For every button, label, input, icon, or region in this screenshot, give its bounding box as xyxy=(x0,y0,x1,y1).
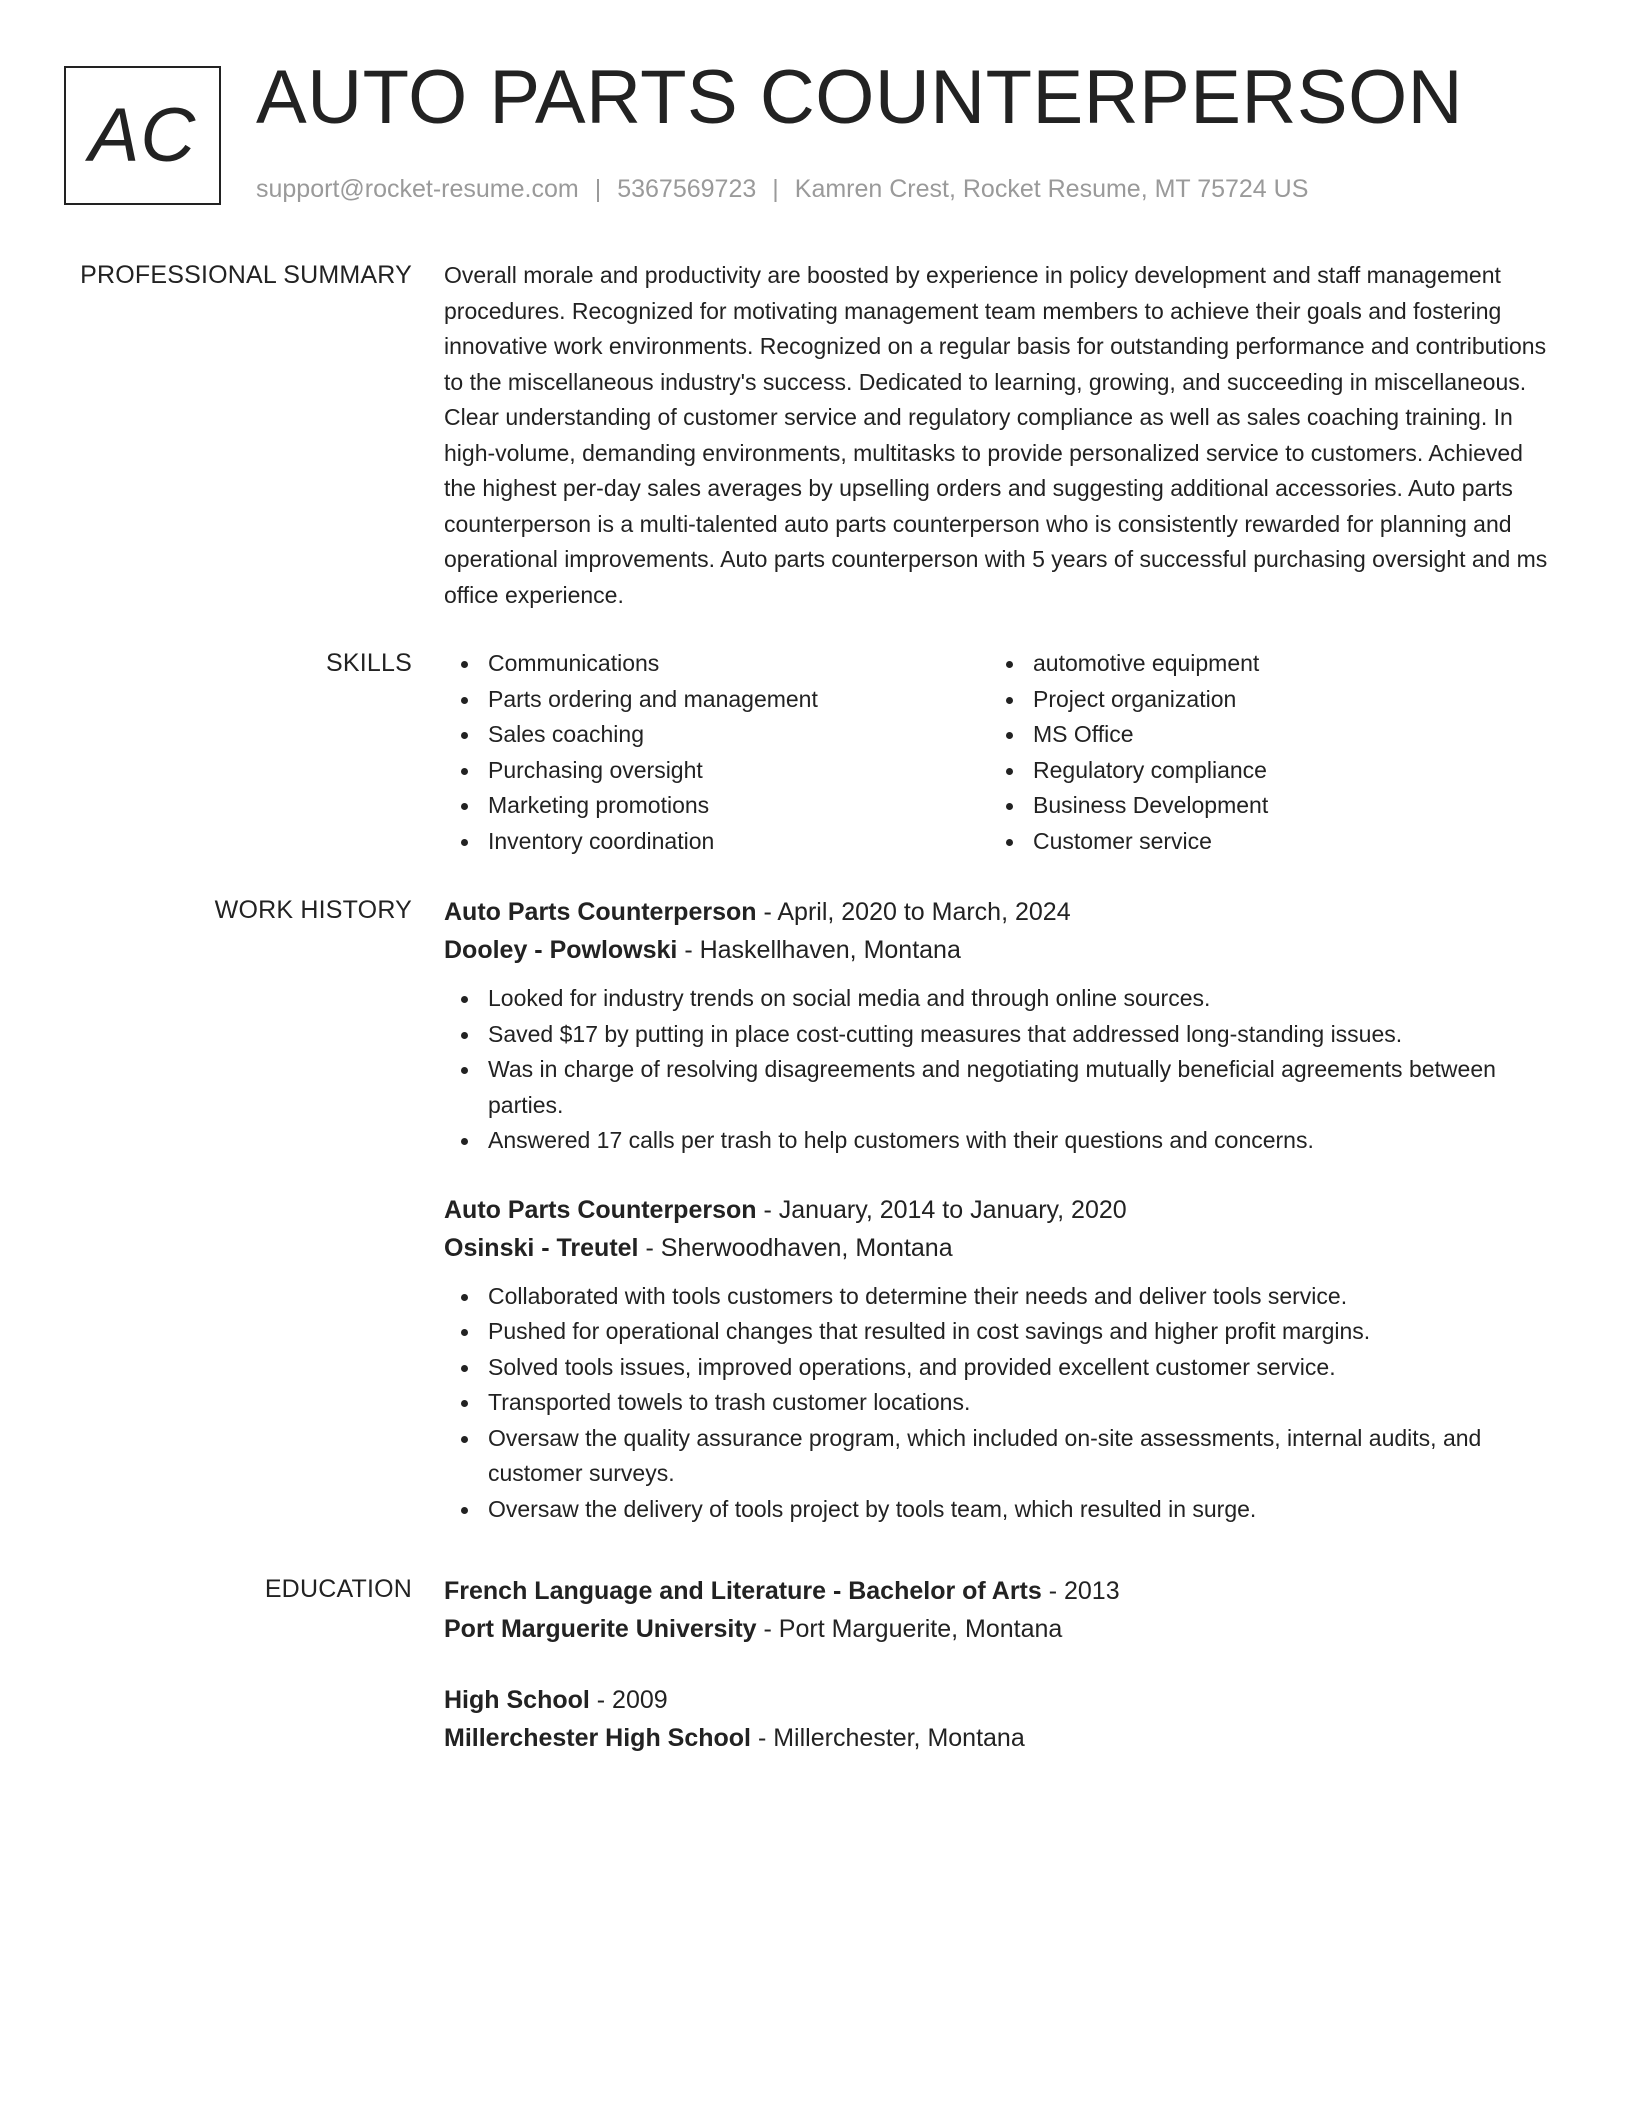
section-heading: SKILLS xyxy=(326,649,412,677)
contact-email: support@rocket-resume.com xyxy=(256,175,579,203)
section-heading: EDUCATION xyxy=(264,1575,412,1603)
education-year: - 2013 xyxy=(1041,1577,1120,1605)
job-bullet: Saved $17 by putting in place cost-cutting measures that addressed long-standing issues. xyxy=(444,1017,1554,1053)
skills-column-right xyxy=(989,646,1534,859)
job-title-line xyxy=(444,1191,1554,1229)
skill-item: MS Office xyxy=(989,717,1534,753)
education-location: - Millerchester, Montana xyxy=(751,1724,1025,1752)
education-year: - 2009 xyxy=(589,1686,668,1714)
job-dates: - January, 2014 to January, 2020 xyxy=(756,1195,1127,1224)
initials-text: AC xyxy=(88,92,197,178)
job-company-line xyxy=(444,931,1554,969)
education-body xyxy=(444,1572,1554,1757)
skill-item: Communications xyxy=(444,646,989,682)
summary-body xyxy=(444,258,1554,613)
skill-item: Marketing promotions xyxy=(444,788,989,824)
education-school-line xyxy=(444,1719,1554,1757)
job-bullet: Oversaw the delivery of tools project by tools team, which resulted in surge. xyxy=(444,1492,1554,1528)
skill-item: Customer service xyxy=(989,824,1534,860)
contact-separator: | xyxy=(772,175,779,203)
job-bullet: Transported towels to trash customer locations. xyxy=(444,1385,1554,1421)
section-heading: PROFESSIONAL SUMMARY xyxy=(80,261,412,289)
education-school: Port Marguerite University xyxy=(444,1615,757,1643)
job-bullet: Was in charge of resolving disagreements and negotiating mutually beneficial agreements between parties. xyxy=(444,1052,1554,1123)
candidate-title: AUTO PARTS COUNTERPERSON xyxy=(256,55,1464,140)
job-entry xyxy=(444,1191,1554,1528)
job-title-line xyxy=(444,893,1554,931)
job-bullet: Collaborated with tools customers to determine their needs and deliver tools service. xyxy=(444,1279,1554,1315)
skill-item: Purchasing oversight xyxy=(444,753,989,789)
job-bullet: Solved tools issues, improved operations, and provided excellent customer service. xyxy=(444,1350,1554,1386)
job-dates: - April, 2020 to March, 2024 xyxy=(756,898,1071,926)
work-history-body xyxy=(444,893,1554,1527)
job-bullets xyxy=(444,1279,1554,1528)
skill-item: Project organization xyxy=(989,682,1534,718)
education-entry xyxy=(444,1681,1554,1757)
job-bullets xyxy=(444,981,1554,1159)
education-degree-line xyxy=(444,1572,1554,1610)
job-bullet: Answered 17 calls per trash to help customers with their questions and concerns. xyxy=(444,1123,1554,1159)
skill-item: Inventory coordination xyxy=(444,824,989,860)
job-bullet: Pushed for operational changes that resulted in cost savings and higher profit margins. xyxy=(444,1314,1554,1350)
education-degree: French Language and Literature - Bachelor of Arts xyxy=(444,1577,1042,1605)
job-title: Auto Parts Counterperson xyxy=(444,1195,757,1224)
job-title: Auto Parts Counterperson xyxy=(444,898,757,926)
skills-column-left xyxy=(444,646,989,859)
job-company: Osinski - Treutel xyxy=(444,1233,639,1262)
skill-item: Regulatory compliance xyxy=(989,753,1534,789)
skill-item: Business Development xyxy=(989,788,1534,824)
skill-item: Sales coaching xyxy=(444,717,989,753)
contact-phone: 5367569723 xyxy=(617,175,757,203)
skill-item: Parts ordering and management xyxy=(444,682,989,718)
education-degree-line xyxy=(444,1681,1554,1719)
education-school-line xyxy=(444,1610,1554,1648)
contact-separator: | xyxy=(594,175,602,203)
summary-text: Overall morale and productivity are boosted by experience in policy development and staff management procedures. Recognized for motivating management team members to achieve their goals and fostering innovative work environments. Recognized on a regular basis for outstanding performance and contributions to the miscellaneous industry's success. Dedicated to learning, growing, and succeeding in miscellaneous. Clear understanding of customer service and regulatory compliance as well as sales coaching training. In high-volume, demanding environments, multitasks to provide personalized service to customers. Achieved the highest per-day sales averages by upselling orders and suggesting additional accessories. Auto parts counterperson is a multi-talented auto parts counterperson who is consistently rewarded for planning and operational improvements. Auto parts counterperson with 5 years of successful purchasing oversight and ms office experience. xyxy=(444,262,1548,608)
education-school: Millerchester High School xyxy=(444,1724,752,1752)
job-bullet: Looked for industry trends on social media and through online sources. xyxy=(444,981,1554,1017)
education-degree: High School xyxy=(444,1686,590,1714)
education-location: - Port Marguerite, Montana xyxy=(756,1615,1063,1643)
contact-line xyxy=(256,174,1308,204)
section-heading: WORK HISTORY xyxy=(214,896,412,924)
job-company-line xyxy=(444,1229,1554,1267)
job-location: - Haskellhaven, Montana xyxy=(677,936,961,964)
job-company: Dooley - Powlowski xyxy=(444,936,678,964)
contact-address: Kamren Crest, Rocket Resume, MT 75724 US xyxy=(794,175,1309,203)
job-bullet: Oversaw the quality assurance program, which included on-site assessments, internal audits, and customer surveys. xyxy=(444,1421,1554,1492)
job-location: - Sherwoodhaven, Montana xyxy=(638,1233,953,1262)
skill-item: automotive equipment xyxy=(989,646,1534,682)
education-entry xyxy=(444,1572,1554,1648)
skills-body xyxy=(444,646,1554,859)
job-entry xyxy=(444,893,1554,1159)
initials-monogram xyxy=(64,66,221,205)
